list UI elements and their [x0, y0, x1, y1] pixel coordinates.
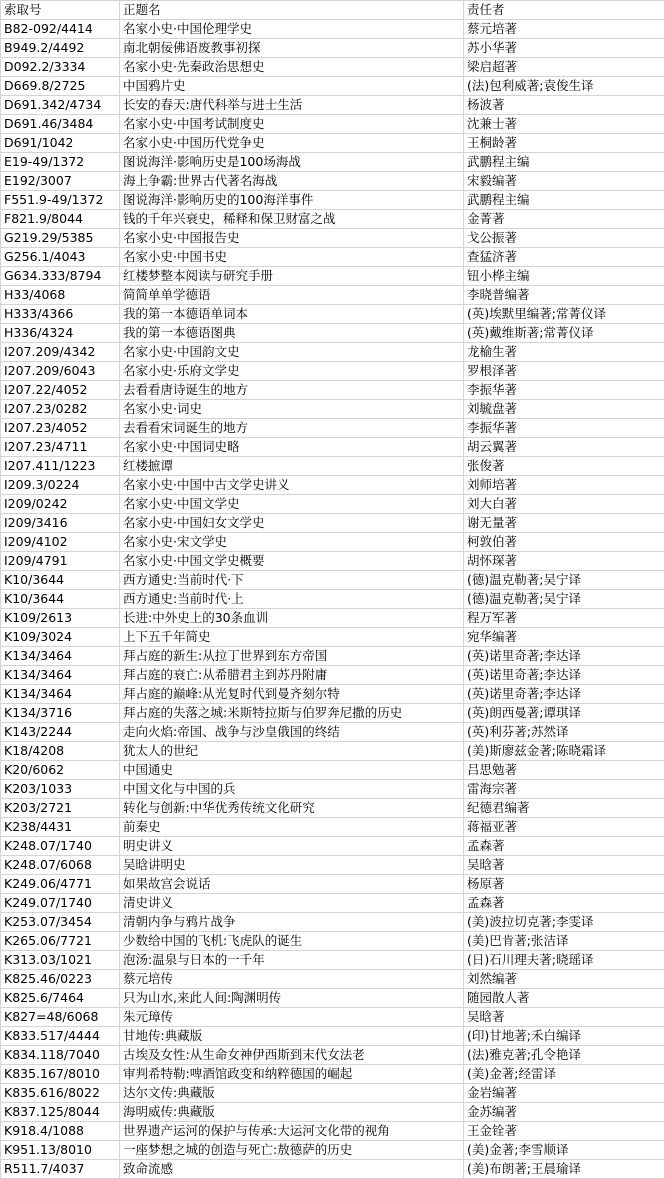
cell-title[interactable]: 清朝内争与鸦片战争 [120, 913, 464, 932]
cell-author[interactable]: 宋毅编著 [464, 172, 664, 191]
cell-author[interactable]: 随园散人著 [464, 989, 664, 1008]
cell-author[interactable]: 金岩编著 [464, 1084, 664, 1103]
cell-call-number[interactable]: I209/0242 [1, 495, 120, 514]
cell-title[interactable]: 少数给中国的飞机:飞虎队的诞生 [120, 932, 464, 951]
cell-author[interactable]: 梁启超著 [464, 58, 664, 77]
cell-author[interactable]: 孟森著 [464, 837, 664, 856]
table-row [1, 153, 664, 172]
cell-title[interactable]: 拜占庭的新生:从拉丁世界到东方帝国 [120, 647, 464, 666]
cell-title[interactable]: 审判希特勒:啤酒馆政变和纳粹德国的崛起 [120, 1065, 464, 1084]
cell-title[interactable]: 中国通史 [120, 761, 464, 780]
cell-title[interactable]: 海明威传:典藏版 [120, 1103, 464, 1122]
table-row [1, 267, 664, 286]
cell-call-number[interactable]: G634.333/8794 [1, 267, 120, 286]
cell-call-number[interactable]: B949.2/4492 [1, 39, 120, 58]
cell-title[interactable]: 吴晗讲明史 [120, 856, 464, 875]
cell-title[interactable]: 名家小史·中国词史略 [120, 438, 464, 457]
cell-call-number[interactable]: K143/2244 [1, 723, 120, 742]
cell-title[interactable]: 名家小史·中国文学史概要 [120, 552, 464, 571]
cell-author[interactable]: 宛华编著 [464, 628, 664, 647]
cell-call-number[interactable]: D669.8/2725 [1, 77, 120, 96]
cell-call-number[interactable]: K918.4/1088 [1, 1122, 120, 1141]
table-row [1, 134, 664, 153]
cell-author[interactable]: (法)雅克著;孔令艳译 [464, 1046, 664, 1065]
cell-author[interactable]: 杨原著 [464, 875, 664, 894]
cell-call-number[interactable]: I209/4791 [1, 552, 120, 571]
table-row [1, 970, 664, 989]
cell-title[interactable]: 名家小史·中国考试制度史 [120, 115, 464, 134]
table-row [1, 552, 664, 571]
cell-author[interactable]: (英)诺里奇著;李达译 [464, 685, 664, 704]
cell-author[interactable]: (美)巴肯著;张洁译 [464, 932, 664, 951]
table-row [1, 628, 664, 647]
table-row [1, 191, 664, 210]
cell-call-number[interactable]: I209/4102 [1, 533, 120, 552]
cell-title[interactable]: 一座梦想之城的创造与死亡:敖德萨的历史 [120, 1141, 464, 1160]
cell-author[interactable]: 王金铨著 [464, 1122, 664, 1141]
cell-title[interactable]: 中国鸦片史 [120, 77, 464, 96]
cell-author[interactable]: 柯敦伯著 [464, 533, 664, 552]
cell-title[interactable]: 西方通史:当前时代·上 [120, 590, 464, 609]
table-row [1, 742, 664, 761]
cell-call-number[interactable]: K134/3464 [1, 666, 120, 685]
cell-author[interactable]: 金菁著 [464, 210, 664, 229]
cell-author[interactable]: 纪德君编著 [464, 799, 664, 818]
cell-title[interactable]: 朱元璋传 [120, 1008, 464, 1027]
cell-author[interactable]: (德)温克勒著;吴宁译 [464, 571, 664, 590]
cell-author[interactable]: 李振华著 [464, 381, 664, 400]
cell-title[interactable]: 古埃及女性:从生命女神伊西斯到末代女法老 [120, 1046, 464, 1065]
table-row [1, 799, 664, 818]
table-row [1, 761, 664, 780]
cell-call-number[interactable]: D691/1042 [1, 134, 120, 153]
cell-call-number[interactable]: D691.46/3484 [1, 115, 120, 134]
cell-call-number[interactable]: K109/3024 [1, 628, 120, 647]
table-row [1, 1008, 664, 1027]
cell-call-number[interactable]: E19-49/1372 [1, 153, 120, 172]
cell-call-number[interactable]: K109/2613 [1, 609, 120, 628]
cell-call-number[interactable]: K248.07/6068 [1, 856, 120, 875]
cell-title[interactable]: 简简单单学德语 [120, 286, 464, 305]
table-row [1, 419, 664, 438]
cell-call-number[interactable]: K249.06/4771 [1, 875, 120, 894]
cell-call-number[interactable]: H336/4324 [1, 324, 120, 343]
cell-call-number[interactable]: I207.23/0282 [1, 400, 120, 419]
table-row [1, 476, 664, 495]
table-row [1, 571, 664, 590]
cell-call-number[interactable]: K248.07/1740 [1, 837, 120, 856]
table-row [1, 457, 664, 476]
cell-call-number[interactable]: G219.29/5385 [1, 229, 120, 248]
table-row [1, 609, 664, 628]
cell-call-number[interactable]: E192/3007 [1, 172, 120, 191]
table-row [1, 210, 664, 229]
table-row [1, 39, 664, 58]
cell-call-number[interactable]: I207.23/4711 [1, 438, 120, 457]
cell-call-number[interactable]: K203/1033 [1, 780, 120, 799]
table-row [1, 381, 664, 400]
cell-title[interactable]: 西方通史:当前时代·下 [120, 571, 464, 590]
cell-call-number[interactable]: F551.9-49/1372 [1, 191, 120, 210]
cell-call-number[interactable]: K18/4208 [1, 742, 120, 761]
cell-title[interactable]: 海上争霸:世界古代著名海战 [120, 172, 464, 191]
cell-call-number[interactable]: K249.07/1740 [1, 894, 120, 913]
cell-title[interactable]: 名家小史·中国历代党争史 [120, 134, 464, 153]
cell-title[interactable]: 走向火焰:帝国、战争与沙皇俄国的终结 [120, 723, 464, 742]
cell-call-number[interactable]: D691.342/4734 [1, 96, 120, 115]
cell-call-number[interactable]: K20/6062 [1, 761, 120, 780]
cell-author[interactable]: (英)戴维斯著;常菁仪译 [464, 324, 664, 343]
cell-title[interactable]: 甘地传:典藏版 [120, 1027, 464, 1046]
cell-author[interactable]: 孟森著 [464, 894, 664, 913]
cell-title[interactable]: 名家小史·中国妇女文学史 [120, 514, 464, 533]
table-row [1, 533, 664, 552]
cell-title[interactable]: 名家小史·中国伦理学史 [120, 20, 464, 39]
cell-author[interactable]: 张俊著 [464, 457, 664, 476]
cell-author[interactable]: (美)波拉切克著;李雯译 [464, 913, 664, 932]
table-row [1, 647, 664, 666]
cell-call-number[interactable]: B82-092/4414 [1, 20, 120, 39]
table-row [1, 343, 664, 362]
cell-title[interactable]: 转化与创新:中华优秀传统文化研究 [120, 799, 464, 818]
table-row [1, 704, 664, 723]
table-row [1, 780, 664, 799]
cell-author[interactable]: 钮小桦主编 [464, 267, 664, 286]
table-row [1, 77, 664, 96]
cell-title[interactable]: 清史讲义 [120, 894, 464, 913]
table-row [1, 58, 664, 77]
cell-call-number[interactable]: R511.7/4037 [1, 1160, 120, 1179]
table-row [1, 324, 664, 343]
cell-call-number[interactable]: K951.13/8010 [1, 1141, 120, 1160]
cell-title[interactable]: 中国文化与中国的兵 [120, 780, 464, 799]
cell-title[interactable]: 图说海洋·影响历史的100海洋事件 [120, 191, 464, 210]
cell-call-number[interactable]: H33/4068 [1, 286, 120, 305]
cell-author[interactable]: (美)布朗著;王晨瑜译 [464, 1160, 664, 1179]
table-row [1, 286, 664, 305]
table-row [1, 723, 664, 742]
cell-call-number[interactable]: K265.06/7721 [1, 932, 120, 951]
table-row [1, 856, 664, 875]
cell-author[interactable]: (英)诺里奇著;李达译 [464, 666, 664, 685]
cell-title[interactable]: 名家小史·中国韵文史 [120, 343, 464, 362]
cell-call-number[interactable]: K833.517/4444 [1, 1027, 120, 1046]
table-row [1, 590, 664, 609]
table-row [1, 875, 664, 894]
header-title[interactable]: 正题名 [120, 1, 464, 20]
cell-call-number[interactable]: K837.125/8044 [1, 1103, 120, 1122]
table-row [1, 514, 664, 533]
cell-call-number[interactable]: I207.411/1223 [1, 457, 120, 476]
cell-title[interactable]: 名家小史·词史 [120, 400, 464, 419]
cell-call-number[interactable]: K835.167/8010 [1, 1065, 120, 1084]
cell-title[interactable]: 蔡元培传 [120, 970, 464, 989]
cell-call-number[interactable]: I207.209/4342 [1, 343, 120, 362]
cell-author[interactable]: 蒋福亚著 [464, 818, 664, 837]
table-row [1, 685, 664, 704]
cell-author[interactable]: 吴晗著 [464, 856, 664, 875]
table-row [1, 989, 664, 1008]
cell-author[interactable]: 罗根泽著 [464, 362, 664, 381]
table-row [1, 96, 664, 115]
cell-call-number[interactable]: D092.2/3334 [1, 58, 120, 77]
cell-title[interactable]: 去看看宋词诞生的地方 [120, 419, 464, 438]
cell-title[interactable]: 拜占庭的巅峰:从光复时代到曼齐刻尔特 [120, 685, 464, 704]
cell-title[interactable]: 前秦史 [120, 818, 464, 837]
table-row [1, 20, 664, 39]
cell-title[interactable]: 去看看唐诗诞生的地方 [120, 381, 464, 400]
cell-author[interactable]: (印)甘地著;禾白编译 [464, 1027, 664, 1046]
table-row [1, 362, 664, 381]
cell-title[interactable]: 长安的春天:唐代科举与进士生活 [120, 96, 464, 115]
cell-call-number[interactable]: K134/3464 [1, 685, 120, 704]
cell-author[interactable]: 吕思勉著 [464, 761, 664, 780]
table-row [1, 305, 664, 324]
cell-title[interactable]: 只为山水,来此人间:陶渊明传 [120, 989, 464, 1008]
table-row [1, 932, 664, 951]
cell-title[interactable]: 如果故宫会说话 [120, 875, 464, 894]
cell-author[interactable]: 吴晗著 [464, 1008, 664, 1027]
cell-title[interactable]: 世界遗产运河的保护与传承:大运河文化带的视角 [120, 1122, 464, 1141]
cell-call-number[interactable]: I209.3/0224 [1, 476, 120, 495]
table-row [1, 1046, 664, 1065]
table-row [1, 1103, 664, 1122]
cell-call-number[interactable]: K134/3716 [1, 704, 120, 723]
cell-author[interactable]: 武鹏程主编 [464, 153, 664, 172]
cell-author[interactable]: (英)埃默里编著;常菁仪译 [464, 305, 664, 324]
cell-call-number[interactable]: K313.03/1021 [1, 951, 120, 970]
cell-author[interactable]: 胡怀琛著 [464, 552, 664, 571]
cell-call-number[interactable]: K253.07/3454 [1, 913, 120, 932]
cell-author[interactable]: 胡云翼著 [464, 438, 664, 457]
table-row [1, 1027, 664, 1046]
cell-title[interactable]: 明史讲义 [120, 837, 464, 856]
cell-title[interactable]: 图说海洋·影响历史是100场海战 [120, 153, 464, 172]
cell-call-number[interactable]: I207.209/6043 [1, 362, 120, 381]
cell-title[interactable]: 犹太人的世纪 [120, 742, 464, 761]
header-call-number[interactable]: 索取号 [1, 1, 120, 20]
table-row [1, 1141, 664, 1160]
cell-call-number[interactable]: I207.23/4052 [1, 419, 120, 438]
cell-call-number[interactable]: K827=48/6068 [1, 1008, 120, 1027]
cell-author[interactable]: 苏小华著 [464, 39, 664, 58]
cell-title[interactable]: 长进:中外史上的30条血训 [120, 609, 464, 628]
cell-call-number[interactable]: I209/3416 [1, 514, 120, 533]
cell-call-number[interactable]: K825.46/0223 [1, 970, 120, 989]
cell-author[interactable]: 刘毓盘著 [464, 400, 664, 419]
cell-author[interactable]: (法)包利威著;袁俊生译 [464, 77, 664, 96]
table-row [1, 400, 664, 419]
cell-author[interactable]: (日)石川理夫著;晓瑶译 [464, 951, 664, 970]
cell-title[interactable]: 名家小史·中国中古文学史讲义 [120, 476, 464, 495]
table-row [1, 495, 664, 514]
cell-author[interactable]: 李晓普编著 [464, 286, 664, 305]
table-row [1, 229, 664, 248]
cell-call-number[interactable]: K203/2721 [1, 799, 120, 818]
cell-author[interactable]: (美)金著;李雪顺译 [464, 1141, 664, 1160]
cell-author[interactable]: 戈公振著 [464, 229, 664, 248]
table-row [1, 1065, 664, 1084]
cell-author[interactable]: (英)利芬著;苏然译 [464, 723, 664, 742]
cell-call-number[interactable]: K835.616/8022 [1, 1084, 120, 1103]
cell-author[interactable]: 查猛济著 [464, 248, 664, 267]
cell-title[interactable]: 南北朝佞佛语废教事初探 [120, 39, 464, 58]
cell-author[interactable]: 谢无量著 [464, 514, 664, 533]
cell-author[interactable]: (美)斯廖兹金著;陈晓霜译 [464, 742, 664, 761]
cell-call-number[interactable]: K10/3644 [1, 590, 120, 609]
cell-title[interactable]: 拜占庭的衰亡:从希腊君主到苏丹附庸 [120, 666, 464, 685]
cell-author[interactable]: 沈兼士著 [464, 115, 664, 134]
table-row [1, 894, 664, 913]
header-row [1, 1, 664, 20]
table-row [1, 818, 664, 837]
cell-title[interactable]: 拜占庭的失落之城:米斯特拉斯与伯罗奔尼撒的历史 [120, 704, 464, 723]
cell-call-number[interactable]: K134/3464 [1, 647, 120, 666]
cell-title[interactable]: 名家小史·中国文学史 [120, 495, 464, 514]
cell-title[interactable]: 名家小史·宋文学史 [120, 533, 464, 552]
cell-author[interactable]: (英)诺里奇著;李达译 [464, 647, 664, 666]
table-row [1, 837, 664, 856]
cell-title[interactable]: 名家小史·先秦政治思想史 [120, 58, 464, 77]
cell-author[interactable]: 杨波著 [464, 96, 664, 115]
table-row [1, 951, 664, 970]
cell-call-number[interactable]: I207.22/4052 [1, 381, 120, 400]
cell-call-number[interactable]: K834.118/7040 [1, 1046, 120, 1065]
cell-title[interactable]: 名家小史·乐府文学史 [120, 362, 464, 381]
cell-author[interactable]: 王桐龄著 [464, 134, 664, 153]
cell-title[interactable]: 致命流感 [120, 1160, 464, 1179]
cell-title[interactable]: 达尔文传:典藏版 [120, 1084, 464, 1103]
cell-author[interactable]: 蔡元培著 [464, 20, 664, 39]
cell-call-number[interactable]: K825.6/7464 [1, 989, 120, 1008]
cell-call-number[interactable]: K10/3644 [1, 571, 120, 590]
cell-call-number[interactable]: H333/4366 [1, 305, 120, 324]
table-row [1, 1160, 664, 1179]
table-row [1, 438, 664, 457]
table-row [1, 913, 664, 932]
cell-title[interactable]: 我的第一本德语图典 [120, 324, 464, 343]
cell-author[interactable]: (美)金著;经雷译 [464, 1065, 664, 1084]
cell-author[interactable]: 程万军著 [464, 609, 664, 628]
cell-title[interactable]: 名家小史·中国报告史 [120, 229, 464, 248]
cell-author[interactable]: 武鹏程主编 [464, 191, 664, 210]
cell-title[interactable]: 名家小史·中国书史 [120, 248, 464, 267]
table-row [1, 1084, 664, 1103]
cell-author[interactable]: 金苏编著 [464, 1103, 664, 1122]
cell-call-number[interactable]: F821.9/8044 [1, 210, 120, 229]
cell-author[interactable]: (英)朗西曼著;谭琪译 [464, 704, 664, 723]
cell-author[interactable]: (德)温克勒著;吴宁译 [464, 590, 664, 609]
cell-title[interactable]: 钱的千年兴衰史，稀释和保卫财富之战 [120, 210, 464, 229]
cell-title[interactable]: 红楼摭谭 [120, 457, 464, 476]
table-row [1, 666, 664, 685]
table-row [1, 172, 664, 191]
cell-author[interactable]: 刘大白著 [464, 495, 664, 514]
table-row [1, 115, 664, 134]
table-row [1, 248, 664, 267]
cell-author[interactable]: 刘师培著 [464, 476, 664, 495]
cell-author[interactable]: 龙榆生著 [464, 343, 664, 362]
cell-author[interactable]: 雷海宗著 [464, 780, 664, 799]
cell-call-number[interactable]: K238/4431 [1, 818, 120, 837]
header-author[interactable]: 责任者 [464, 1, 664, 20]
cell-title[interactable]: 上下五千年简史 [120, 628, 464, 647]
cell-author[interactable]: 刘然编著 [464, 970, 664, 989]
cell-title[interactable]: 红楼梦整本阅读与研究手册 [120, 267, 464, 286]
table-row [1, 1122, 664, 1141]
cell-call-number[interactable]: G256.1/4043 [1, 248, 120, 267]
cell-title[interactable]: 我的第一本德语单词本 [120, 305, 464, 324]
cell-author[interactable]: 李振华著 [464, 419, 664, 438]
cell-title[interactable]: 泡汤:温泉与日本的一千年 [120, 951, 464, 970]
